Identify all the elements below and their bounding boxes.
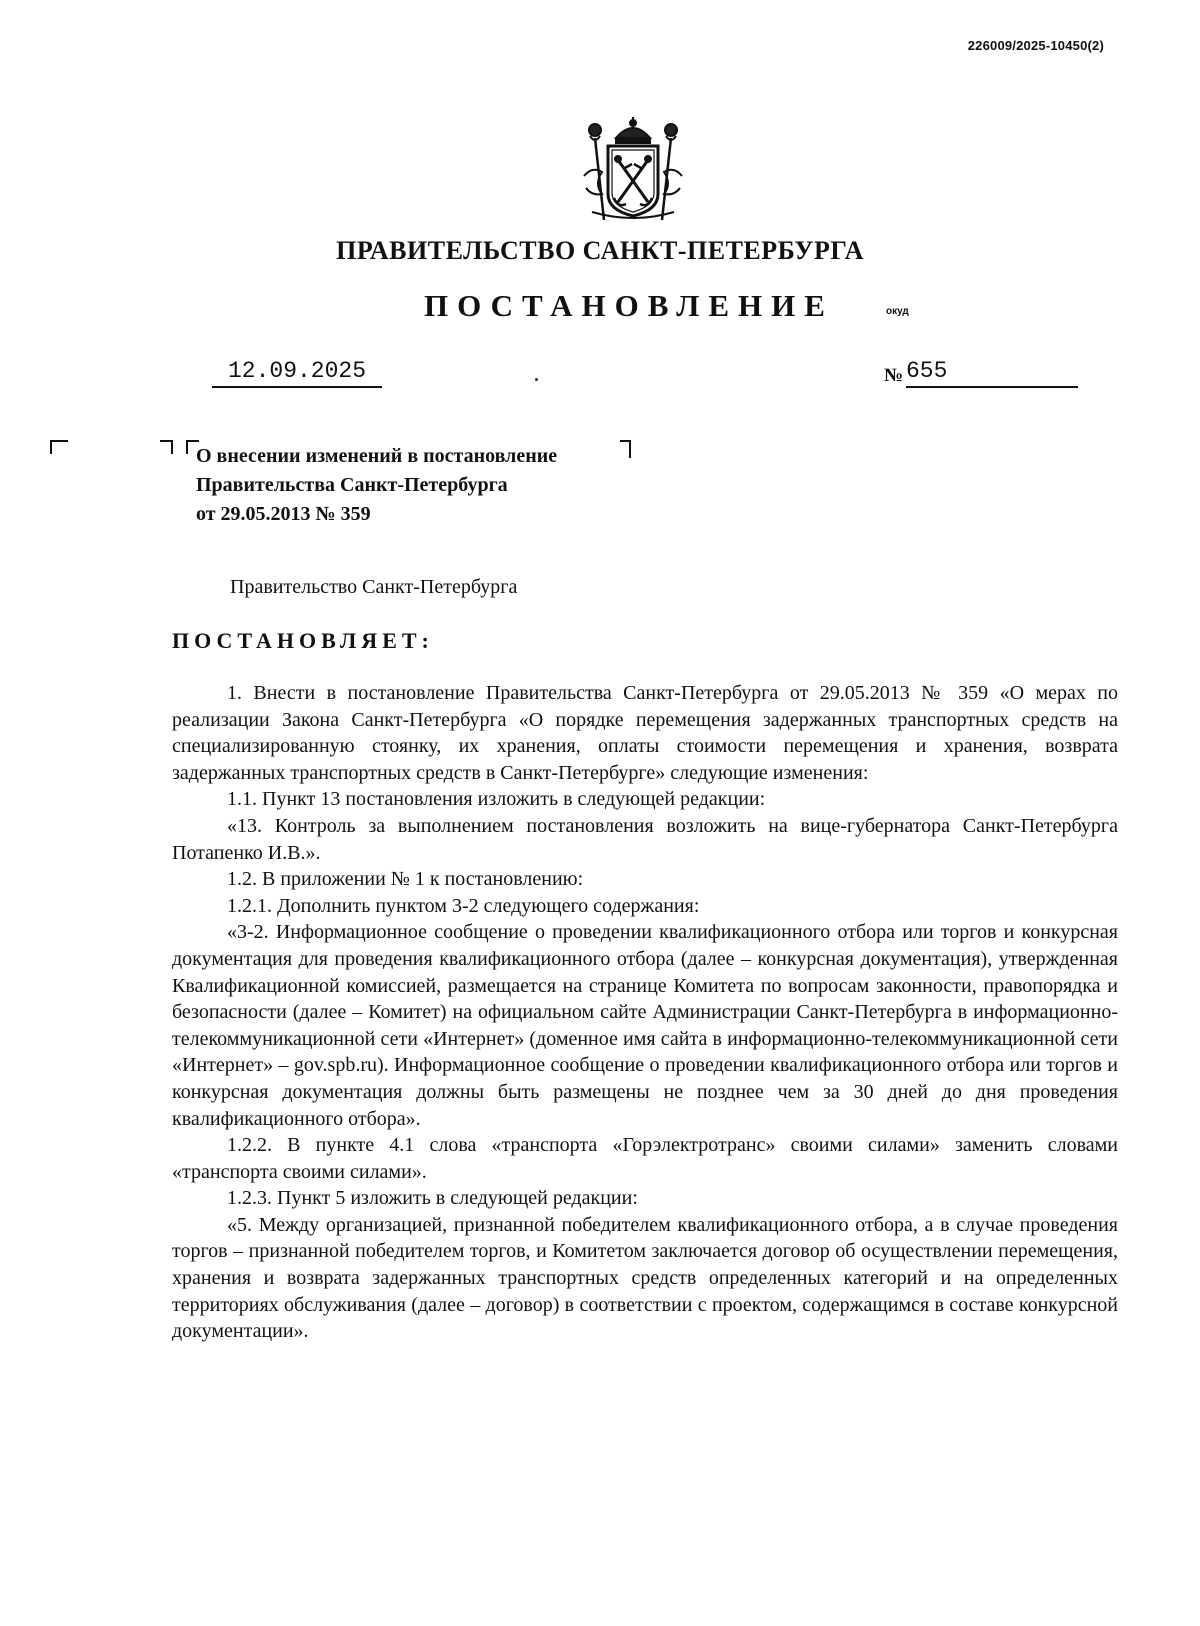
government-title: ПРАВИТЕЛЬСТВО САНКТ-ПЕТЕРБУРГА — [336, 236, 864, 265]
body-paragraph: «3-2. Информационное сообщение о проведении квалификационного отбора или торгов и конкурсная документация для проведения квалификационного отбора (далее – конкурсная документация), утвержденная Квалификационной комиссией, размещается на странице Комитета по вопросам законности, правопорядка и безопасности (далее – Комитет) на официальном сайте Администрации Санкт-Петербурга в информационно-телекоммуникационной сети «Интернет» (доменное имя сайта в информационно-телекоммуникационной сети «Интернет» – gov.spb.ru). Информационное сообщение о проведении квалификационного отбора или торгов и конкурсная документация должны быть размещены не позднее чем за 30 дней до дня проведения квалификационного отбора». — [172, 921, 1118, 1130]
document-subject — [196, 442, 557, 529]
margin-bracket — [160, 440, 173, 454]
document-date: 12.09.2025 — [212, 358, 382, 388]
scan-dot — [535, 378, 538, 381]
subject-line: от 29.05.2013 № 359 — [196, 503, 371, 525]
number-label: № — [884, 365, 904, 386]
body-paragraph: 1.2.3. Пункт 5 изложить в следующей редакции: — [227, 1187, 638, 1210]
issuer: Правительство Санкт-Петербурга — [230, 576, 518, 598]
document-body — [172, 680, 1118, 1345]
document-number: 655 — [906, 358, 1078, 388]
body-paragraph: 1.1. Пункт 13 постановления изложить в следующей редакции: — [227, 788, 766, 811]
st-petersburg-coat-of-arms-icon — [578, 116, 688, 226]
registration-number: 226009/2025-10450(2) — [967, 38, 1104, 53]
body-paragraph: 1.2.2. В пункте 4.1 слова «транспорта «Горэлектротранс» своими силами» заменить словами «транспорта своими силами». — [172, 1134, 1118, 1183]
body-paragraph: 1.2.1. Дополнить пунктом 3-2 следующего содержания: — [227, 894, 700, 917]
subject-line: О внесении изменений в постановление — [196, 445, 558, 467]
margin-bracket — [620, 440, 631, 458]
body-paragraph: «13. Контроль за выполнением постановления возложить на вице-губернатора Санкт-Петербурга Потапенко И.В.». — [172, 814, 1118, 864]
okud-label: окуд — [886, 306, 909, 317]
body-paragraph: 1. Внести в постановление Правительства Санкт-Петербурга от 29.05.2013 № 359 «О мерах по реализации Закона Санкт-Петербурга «О порядке перемещения задержанных транспортных средств на специализированную стоянку, их хранения, оплаты стоимости перемещения и хранения, возврата задержанных транспортных средств в Санкт-Петербурге» следующие изменения: — [172, 682, 1118, 784]
margin-bracket — [50, 440, 68, 454]
document-type: ПОСТАНОВЛЕНИЕ — [424, 288, 834, 323]
subject-line: Правительства Санкт-Петербурга — [196, 474, 508, 496]
body-paragraph: 1.2. В приложении № 1 к постановлению: — [227, 868, 584, 891]
resolves-heading: ПОСТАНОВЛЯЕТ: — [172, 628, 434, 653]
body-paragraph: «5. Между организацией, признанной победителем квалификационного отбора, а в случае проведения торгов – признанной победителем торгов, и Комитетом заключается договор об осуществлении перемещения, хранения и возврата задержанных транспортных средств определенных категорий и на определенных территориях обслуживания (далее – договор) в соответствии с проектом, содержащимся в составе конкурсной документации». — [172, 1213, 1118, 1343]
